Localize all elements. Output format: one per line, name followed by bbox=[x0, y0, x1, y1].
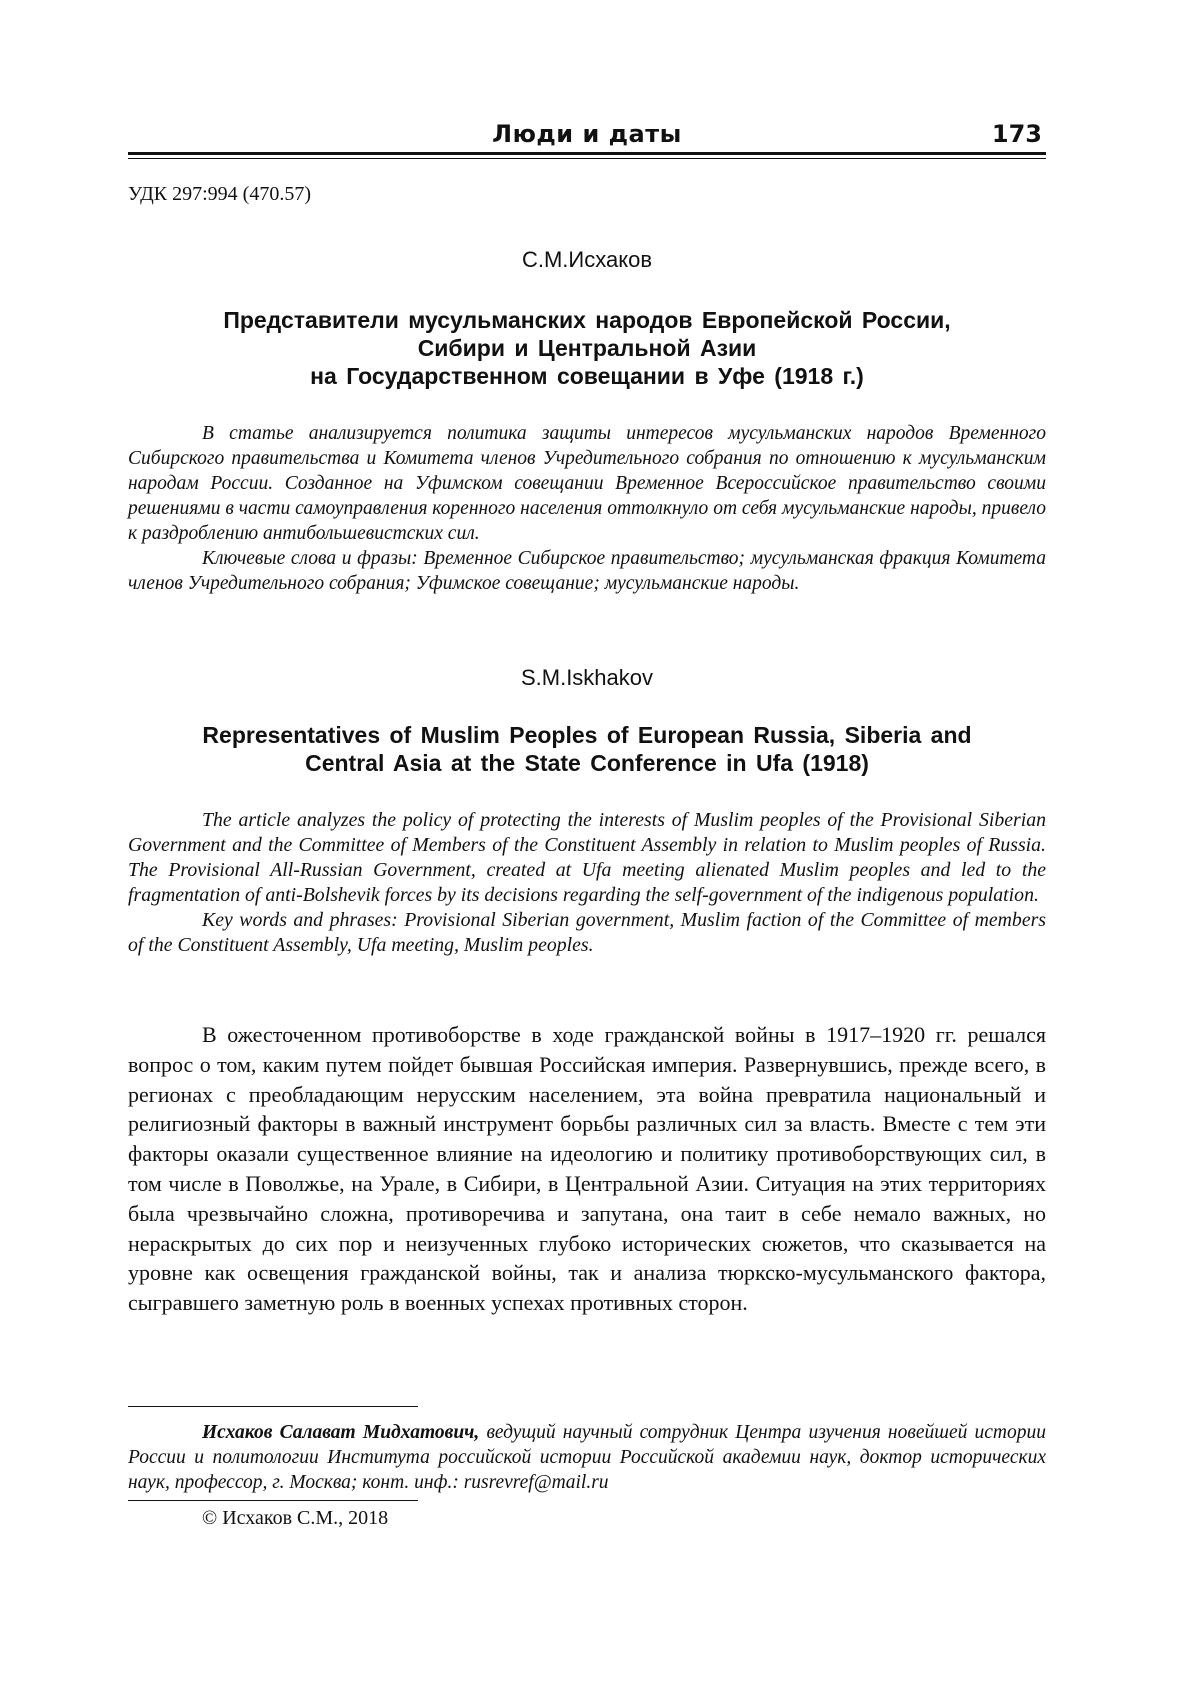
title-ru-line: на Государственном совещании в Уфе (1918 г.) bbox=[310, 363, 864, 389]
title-ru-line: Представители мусульманских народов Европейской России, bbox=[223, 307, 951, 333]
keywords-ru: Ключевые слова и фразы: Временное Сибирское правительство; мусульманская фракция Комитета членов Учредительного собрания; Уфимское совещание; мусульманские народы. bbox=[128, 548, 1046, 594]
running-header bbox=[128, 120, 1046, 150]
body-paragraph: В ожесточенном противоборстве в ходе гражданской войны в 1917–1920 гг. решался вопрос о том, каким путем пойдет бывшая Российская империя. Развернувшись, прежде всего, в регионах с преобладающим нерусским населением, эта война превратила национальный и религиозный факторы в важный инструмент борьбы различных сил за власть. Вместе с тем эти факторы оказали существенное влияние на идеологию и политику противоборствующих сил, в том числе в Поволжье, на Урале, в Сибири, в Центральной Азии. Ситуация на этих территориях была чрезвычайно сложна, противоречива и запутана, она таит в себе немало важных, но нераскрытых до сих пор и неизученных глубоко исторических сюжетов, что сказывается на уровне как освещения гражданской войны, так и анализа тюркско-мусульманского фактора, сыгравшего заметную роль в военных успехах противных сторон. bbox=[128, 1022, 1046, 1316]
udk-code: УДК 297:994 (470.57) bbox=[128, 183, 311, 205]
title-en-line: Central Asia at the State Conference in Ufa (1918) bbox=[305, 750, 869, 776]
title-en-line: Representatives of Muslim Peoples of European Russia, Siberia and bbox=[202, 722, 972, 748]
author-ru: С.М.Исхаков bbox=[521, 247, 653, 272]
article-title-en bbox=[128, 721, 1046, 777]
abstract-en bbox=[128, 808, 1046, 958]
footnote-text: ведущий научный сотрудник Центра изучения новейшей истории России и политологии Института российской истории Российской академии наук, доктор исторических наук, профессор, г. Москва; конт. инф.: rusrevref@mail.ru bbox=[128, 1422, 1046, 1493]
body-text bbox=[128, 1020, 1046, 1318]
header-rule-thin bbox=[128, 158, 1046, 159]
page-number: 173 bbox=[991, 120, 1042, 148]
footnote-paragraph bbox=[128, 1420, 1046, 1495]
abstract-en-text: The article analyzes the policy of protecting the interests of Muslim peoples of the Provisional Siberian Government and the Committee of Members of the Constituent Assembly in relation to Muslim peoples of Russia. The Provisional All-Russian Government, created at Ufa meeting alienated Muslim peoples and led to the fragmentation of anti-Bolshevik forces by its decisions regarding the self-government of the indigenous population. bbox=[128, 809, 1046, 906]
author-footnote bbox=[128, 1420, 1046, 1495]
copyright: © Исхаков С.М., 2018 bbox=[202, 1507, 389, 1529]
title-ru-line: Сибири и Центральной Азии bbox=[417, 335, 757, 361]
footnote-author-name: Исхаков Салават Мидхатович, bbox=[202, 1422, 480, 1443]
section-title: Люди и даты bbox=[492, 120, 682, 148]
article-title-ru bbox=[128, 306, 1046, 390]
header-rule-thick bbox=[128, 152, 1046, 155]
author-en: S.M.Iskhakov bbox=[520, 665, 654, 690]
abstract-ru-text: В статье анализируется политика защиты интересов мусульманских народов Временного Сибирского правительства и Комитета членов Учредительного собрания по отношению к мусульманским народам России. Созданное на Уфимском совещании Временное Всероссийское правительство своими решениями в части самоуправления коренного населения оттолкнуло от себя мусульманские народы, привело к раздроблению антибольшевистских сил. bbox=[128, 423, 1046, 544]
footnote-rule bbox=[128, 1406, 418, 1407]
copyright-rule bbox=[128, 1500, 418, 1501]
keywords-en: Key words and phrases: Provisional Siberian government, Muslim faction of the Committee of members of the Constituent Assembly, Ufa meeting, Muslim peoples. bbox=[128, 909, 1046, 956]
abstract-ru bbox=[128, 421, 1046, 596]
